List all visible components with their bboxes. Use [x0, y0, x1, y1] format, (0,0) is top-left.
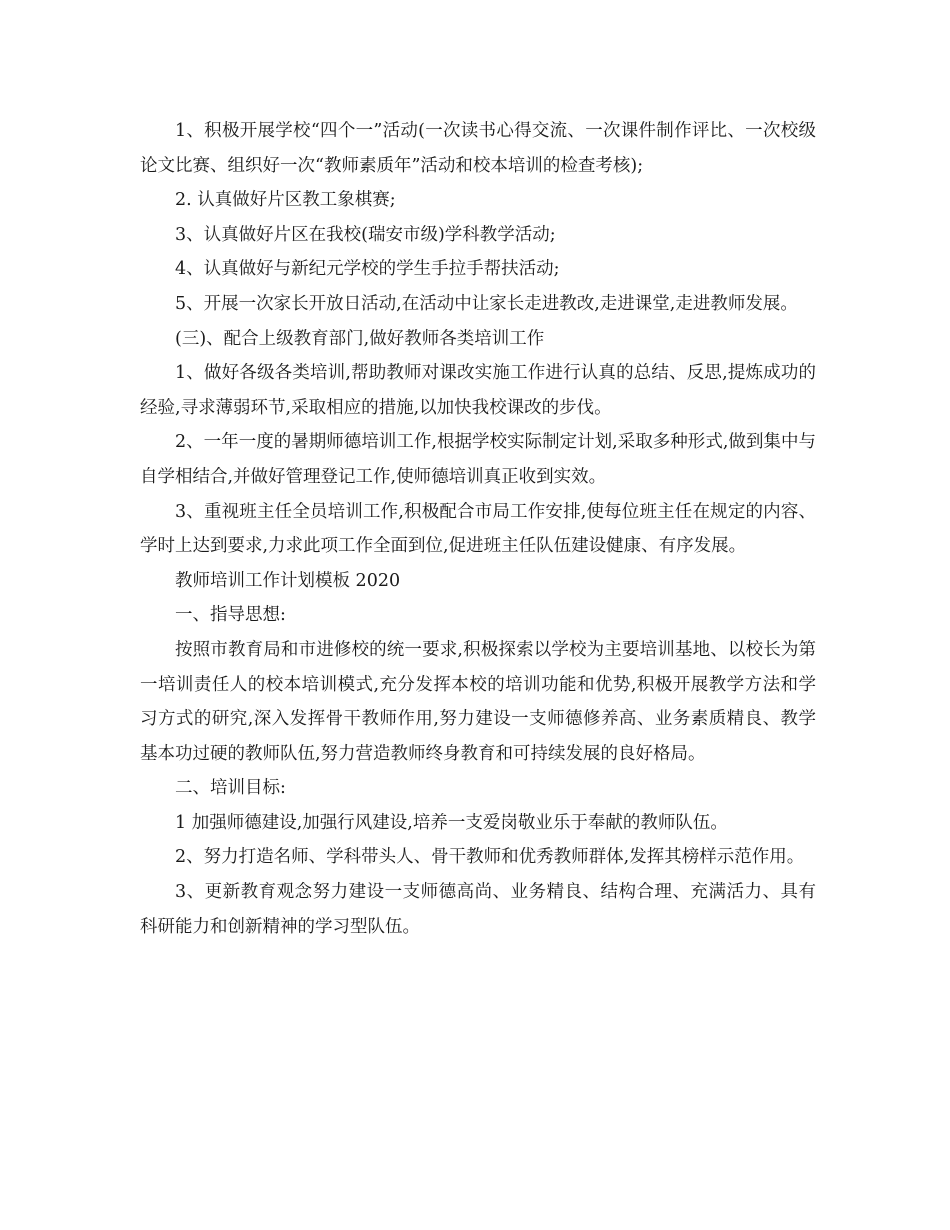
paragraph-training-3: 3、重视班主任全员培训工作,积极配合市局工作安排,使每位班主任在规定的内容、学时上达到要求,力求此项工作全面到位,促进班主任队伍建设健康、有序发展。 — [140, 501, 816, 557]
paragraph-goal-2: 2、努力打造名师、学科带头人、骨干教师和优秀教师群体,发挥其榜样示范作用。 — [175, 847, 805, 868]
paragraph-activity-5: 5、开展一次家长开放日活动,在活动中让家长走进教改,走进课堂,走进教师发展。 — [175, 293, 798, 314]
paragraph-activity-3: 3、认真做好片区在我校(瑞安市级)学科教学活动; — [175, 224, 556, 245]
document-body — [140, 114, 816, 944]
section-heading-guiding: 一、指导思想: — [175, 605, 286, 626]
paragraph-training-1: 1、做好各级各类培训,帮助教师对课改实施工作进行认真的总结、反思,提炼成功的经验,寻求薄弱环节,采取相应的措施,以加快我校课改的步伐。 — [140, 363, 816, 418]
paragraph-goal-1: 1 加强师德建设,加强行风建设,培养一支爱岗敬业乐于奉献的教师队伍。 — [175, 812, 728, 833]
section-heading-3: (三)、配合上级教育部门,做好教师各类培训工作 — [175, 328, 545, 349]
paragraph-activity-2: 2. 认真做好片区教工象棋赛; — [175, 190, 396, 211]
document-title: 教师培训工作计划模板 2020 — [175, 570, 401, 591]
paragraph-training-2: 2、一年一度的暑期师德培训工作,根据学校实际制定计划,采取多种形式,做到集中与自学相结合,并做好管理登记工作,使师德培训真正收到实效。 — [140, 432, 816, 487]
section-heading-goals: 二、培训目标: — [175, 778, 286, 799]
paragraph-activity-1: 1、积极开展学校“四个一”活动(一次读书心得交流、一次课件制作评比、一次校级论文比赛、组织好一次“教师素质年”活动和校本培训的检查考核); — [140, 121, 816, 176]
paragraph-activity-4: 4、认真做好与新纪元学校的学生手拉手帮扶活动; — [175, 259, 560, 280]
paragraph-goal-3: 3、更新教育观念努力建设一支师德高尚、业务精良、结构合理、充满活力、具有科研能力和创新精神的学习型队伍。 — [140, 882, 816, 937]
paragraph-guiding: 按照市教育局和市进修校的统一要求,积极探索以学校为主要培训基地、以校长为第一培训责任人的校本培训模式,充分发挥本校的培训功能和优势,积极开展教学方法和学习方式的研究,深入发挥骨干教师作用,努力建设一支师德修养高、业务素质精良、教学基本功过硬的教师队伍,努力营造教师终身教育和可持续发展的良好格局。 — [140, 639, 816, 764]
